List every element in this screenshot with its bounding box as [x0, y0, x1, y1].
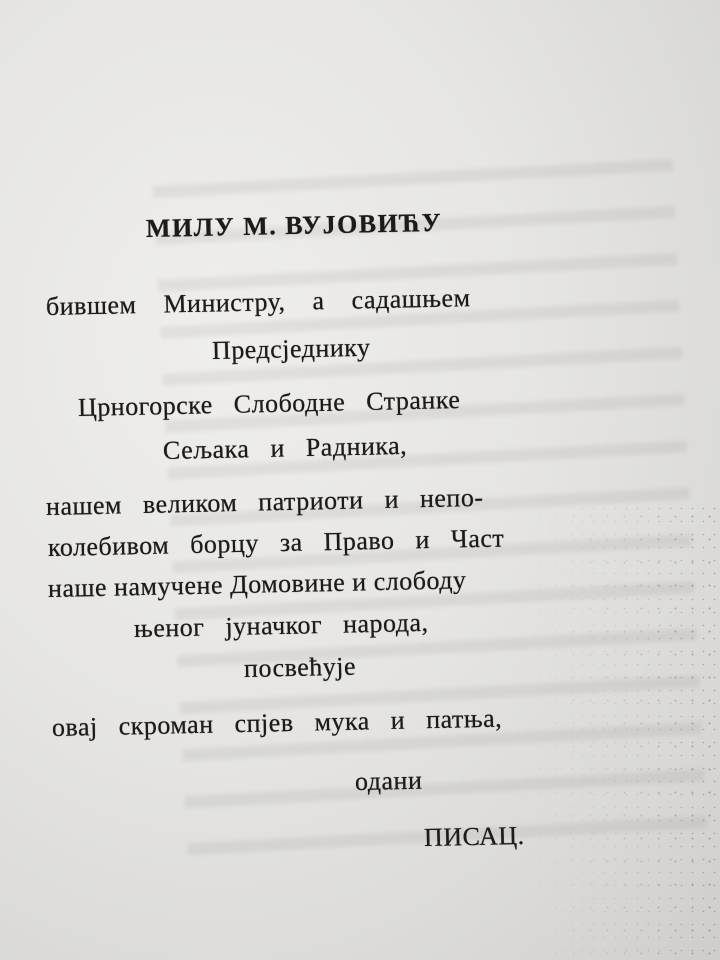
dedication-line-11: одани [354, 765, 423, 796]
dedication-line-4: Сељака и Радника, [162, 430, 408, 465]
dedication-line-8: њеног јуначког народа, [133, 607, 429, 643]
dedication-line-6: колебивом борцу за Право и Част [47, 523, 505, 562]
dedication-line-7: наше намучене Домовине и слободу [47, 565, 467, 603]
dedication-title: МИЛУ М. ВУЈОВИЋУ [145, 207, 443, 243]
signature: ПИСАЦ. [423, 820, 525, 852]
dedication-line-9: посвећује [243, 651, 357, 683]
dedication-line-2: Предсједнику [211, 332, 371, 365]
dedication-line-10: овај скроман спјев мука и патња, [51, 703, 503, 742]
dedication-line-3: Црногорске Слободне Странке [77, 384, 461, 422]
dedication-line-1: бившем Министру, а садашњем [45, 283, 471, 321]
dedication-line-5: нашем великом патриоти и непо- [45, 482, 484, 521]
